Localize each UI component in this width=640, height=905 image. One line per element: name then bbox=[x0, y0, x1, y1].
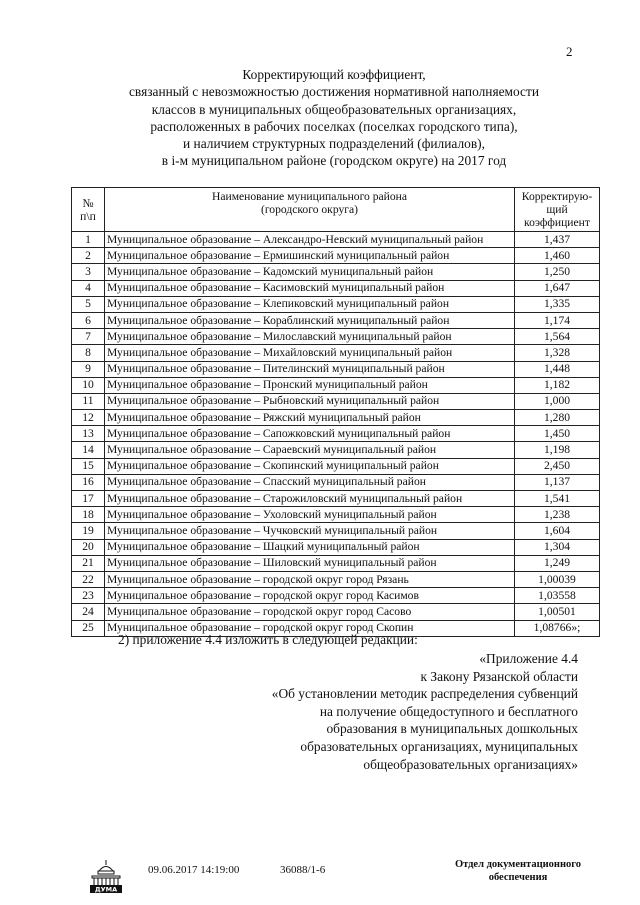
coefficient-value: 1,448 bbox=[515, 361, 600, 377]
coefficient-value: 1,647 bbox=[515, 280, 600, 296]
municipality-name: Муниципальное образование – Милославский муниципальный район bbox=[105, 329, 515, 345]
table-row bbox=[72, 280, 600, 296]
row-number: 11 bbox=[72, 393, 105, 409]
municipality-name: Муниципальное образование – Касимовский муниципальный район bbox=[105, 280, 515, 296]
row-number: 6 bbox=[72, 312, 105, 328]
table-body bbox=[72, 232, 600, 637]
header-coefficient: Корректирую- щий коэффициент bbox=[515, 188, 600, 232]
municipality-name: Муниципальное образование – Пронский муниципальный район bbox=[105, 377, 515, 393]
table-header-row bbox=[72, 188, 600, 232]
municipality-name: Муниципальное образование – Сараевский муниципальный район bbox=[105, 442, 515, 458]
title-line: Корректирующий коэффициент, bbox=[242, 67, 426, 82]
municipality-name: Муниципальное образование – Михайловский муниципальный район bbox=[105, 345, 515, 361]
municipality-name: Муниципальное образование – Клепиковский муниципальный район bbox=[105, 296, 515, 312]
municipality-name: Муниципальное образование – Сапожковский муниципальный район bbox=[105, 426, 515, 442]
row-number: 1 bbox=[72, 232, 105, 248]
appendix-line: «Приложение 4.4 bbox=[479, 651, 578, 666]
table-row bbox=[72, 507, 600, 523]
row-number: 9 bbox=[72, 361, 105, 377]
coefficient-value: 1,437 bbox=[515, 232, 600, 248]
table-row bbox=[72, 377, 600, 393]
row-number: 18 bbox=[72, 507, 105, 523]
coefficient-value: 1,238 bbox=[515, 507, 600, 523]
table-row bbox=[72, 248, 600, 264]
coefficient-value: 1,137 bbox=[515, 474, 600, 490]
department-line: обеспечения bbox=[488, 872, 548, 883]
coefficient-table bbox=[71, 187, 600, 637]
appendix-line: образования в муниципальных дошкольных bbox=[326, 721, 578, 737]
row-number: 10 bbox=[72, 377, 105, 393]
municipality-name: Муниципальное образование – городской округ город Касимов bbox=[105, 588, 515, 604]
table-row bbox=[72, 604, 600, 620]
municipality-name: Муниципальное образование – городской округ город Скопин bbox=[105, 620, 515, 636]
appendix-line: к Закону Рязанской области bbox=[420, 668, 578, 684]
coefficient-value: 1,450 bbox=[515, 426, 600, 442]
document-footer bbox=[0, 858, 640, 898]
coefficient-value: 1,00501 bbox=[515, 604, 600, 620]
row-number: 7 bbox=[72, 329, 105, 345]
municipality-name: Муниципальное образование – Александро-Невский муниципальный район bbox=[105, 232, 515, 248]
row-number: 5 bbox=[72, 296, 105, 312]
page-number: 2 bbox=[566, 44, 573, 59]
row-number: 2 bbox=[72, 248, 105, 264]
municipality-name: Муниципальное образование – Шиловский муниципальный район bbox=[105, 555, 515, 571]
row-number: 21 bbox=[72, 555, 105, 571]
appendix-line: «Об установлении методик распределения субвенций bbox=[271, 686, 578, 702]
row-number: 16 bbox=[72, 474, 105, 490]
table-row bbox=[72, 458, 600, 474]
table-row bbox=[72, 491, 600, 507]
table-row bbox=[72, 329, 600, 345]
coefficient-value: 2,450 bbox=[515, 458, 600, 474]
coefficient-value: 1,182 bbox=[515, 377, 600, 393]
header-number: № п\п bbox=[72, 188, 105, 232]
department-stamp bbox=[448, 858, 588, 884]
table-row bbox=[72, 361, 600, 377]
footer-code: 36088/1-6 bbox=[280, 864, 326, 876]
row-number: 19 bbox=[72, 523, 105, 539]
coefficient-value: 1,08766»; bbox=[515, 620, 600, 636]
municipality-name: Муниципальное образование – городской округ город Рязань bbox=[105, 571, 515, 587]
coefficient-value: 1,564 bbox=[515, 329, 600, 345]
coefficient-value: 1,304 bbox=[515, 539, 600, 555]
footer-date: 09.06.2017 14:19:00 bbox=[148, 864, 240, 876]
coefficient-value: 1,328 bbox=[515, 345, 600, 361]
table-row bbox=[72, 555, 600, 571]
title-line: и наличием структурных подразделений (филиалов), bbox=[183, 136, 485, 152]
duma-logo-text: ДУМА bbox=[94, 885, 118, 894]
municipality-name: Муниципальное образование – Скопинский муниципальный район bbox=[105, 458, 515, 474]
table-row bbox=[72, 264, 600, 280]
municipality-name: Муниципальное образование – Спасский муниципальный район bbox=[105, 474, 515, 490]
municipality-name: Муниципальное образование – Шацкий муниципальный район bbox=[105, 539, 515, 555]
table-row bbox=[72, 232, 600, 248]
table-row bbox=[72, 312, 600, 328]
table-row bbox=[72, 523, 600, 539]
row-number: 20 bbox=[72, 539, 105, 555]
table-row bbox=[72, 474, 600, 490]
coefficient-value: 1,541 bbox=[515, 491, 600, 507]
table-row bbox=[72, 345, 600, 361]
appendix-line: образовательных организациях, муниципальных bbox=[300, 738, 578, 754]
municipality-name: Муниципальное образование – Кораблинский муниципальный район bbox=[105, 312, 515, 328]
row-number: 4 bbox=[72, 280, 105, 296]
row-number: 3 bbox=[72, 264, 105, 280]
municipality-name: Муниципальное образование – Кадомский муниципальный район bbox=[105, 264, 515, 280]
table-row bbox=[72, 442, 600, 458]
table-row bbox=[72, 393, 600, 409]
appendix-line: общеобразовательных организациях» bbox=[363, 756, 578, 772]
row-number: 23 bbox=[72, 588, 105, 604]
table-row bbox=[72, 571, 600, 587]
coefficient-value: 1,249 bbox=[515, 555, 600, 571]
municipality-name: Муниципальное образование – Ряжский муниципальный район bbox=[105, 410, 515, 426]
department-line: Отдел документационного bbox=[454, 859, 582, 870]
appendix-line: на получение общедоступного и бесплатного bbox=[319, 703, 578, 719]
row-number: 25 bbox=[72, 620, 105, 636]
coefficient-value: 1,174 bbox=[515, 312, 600, 328]
coefficient-value: 1,460 bbox=[515, 248, 600, 264]
coefficient-value: 1,280 bbox=[515, 410, 600, 426]
coefficient-value: 1,03558 bbox=[515, 588, 600, 604]
row-number: 8 bbox=[72, 345, 105, 361]
coefficient-value: 1,250 bbox=[515, 264, 600, 280]
row-number: 22 bbox=[72, 571, 105, 587]
header-municipality-name: Наименование муниципального района (городского округа) bbox=[105, 188, 515, 232]
table-row bbox=[72, 539, 600, 555]
row-number: 17 bbox=[72, 491, 105, 507]
coefficient-value: 1,198 bbox=[515, 442, 600, 458]
municipality-name: Муниципальное образование – Пителинский муниципальный район bbox=[105, 361, 515, 377]
municipality-name: Муниципальное образование – Чучковский муниципальный район bbox=[105, 523, 515, 539]
amendment-text: 2) приложение 4.4 изложить в следующей редакции: bbox=[118, 632, 418, 647]
row-number: 15 bbox=[72, 458, 105, 474]
document-title bbox=[70, 66, 598, 170]
coefficient-value: 1,335 bbox=[515, 296, 600, 312]
row-number: 14 bbox=[72, 442, 105, 458]
municipality-name: Муниципальное образование – городской округ город Сасово bbox=[105, 604, 515, 620]
title-line: связанный с невозможностью достижения нормативной наполняемости bbox=[128, 84, 540, 100]
duma-logo-icon bbox=[86, 858, 126, 894]
table-row bbox=[72, 410, 600, 426]
row-number: 24 bbox=[72, 604, 105, 620]
title-line: в i-м муниципальном районе (городском округе) на 2017 год bbox=[161, 153, 507, 169]
municipality-name: Муниципальное образование – Рыбновский муниципальный район bbox=[105, 393, 515, 409]
title-line: классов в муниципальных общеобразовательных организациях, bbox=[151, 101, 517, 117]
municipality-name: Муниципальное образование – Ермишинский муниципальный район bbox=[105, 248, 515, 264]
row-number: 12 bbox=[72, 410, 105, 426]
appendix-heading bbox=[272, 650, 578, 773]
coefficient-value: 1,000 bbox=[515, 393, 600, 409]
table-row bbox=[72, 426, 600, 442]
coefficient-value: 1,604 bbox=[515, 523, 600, 539]
table-row bbox=[72, 588, 600, 604]
municipality-name: Муниципальное образование – Ухоловский муниципальный район bbox=[105, 507, 515, 523]
coefficient-value: 1,00039 bbox=[515, 571, 600, 587]
row-number: 13 bbox=[72, 426, 105, 442]
table-row bbox=[72, 296, 600, 312]
municipality-name: Муниципальное образование – Старожиловский муниципальный район bbox=[105, 491, 515, 507]
title-line: расположенных в рабочих поселках (поселках городского типа), bbox=[150, 118, 518, 134]
